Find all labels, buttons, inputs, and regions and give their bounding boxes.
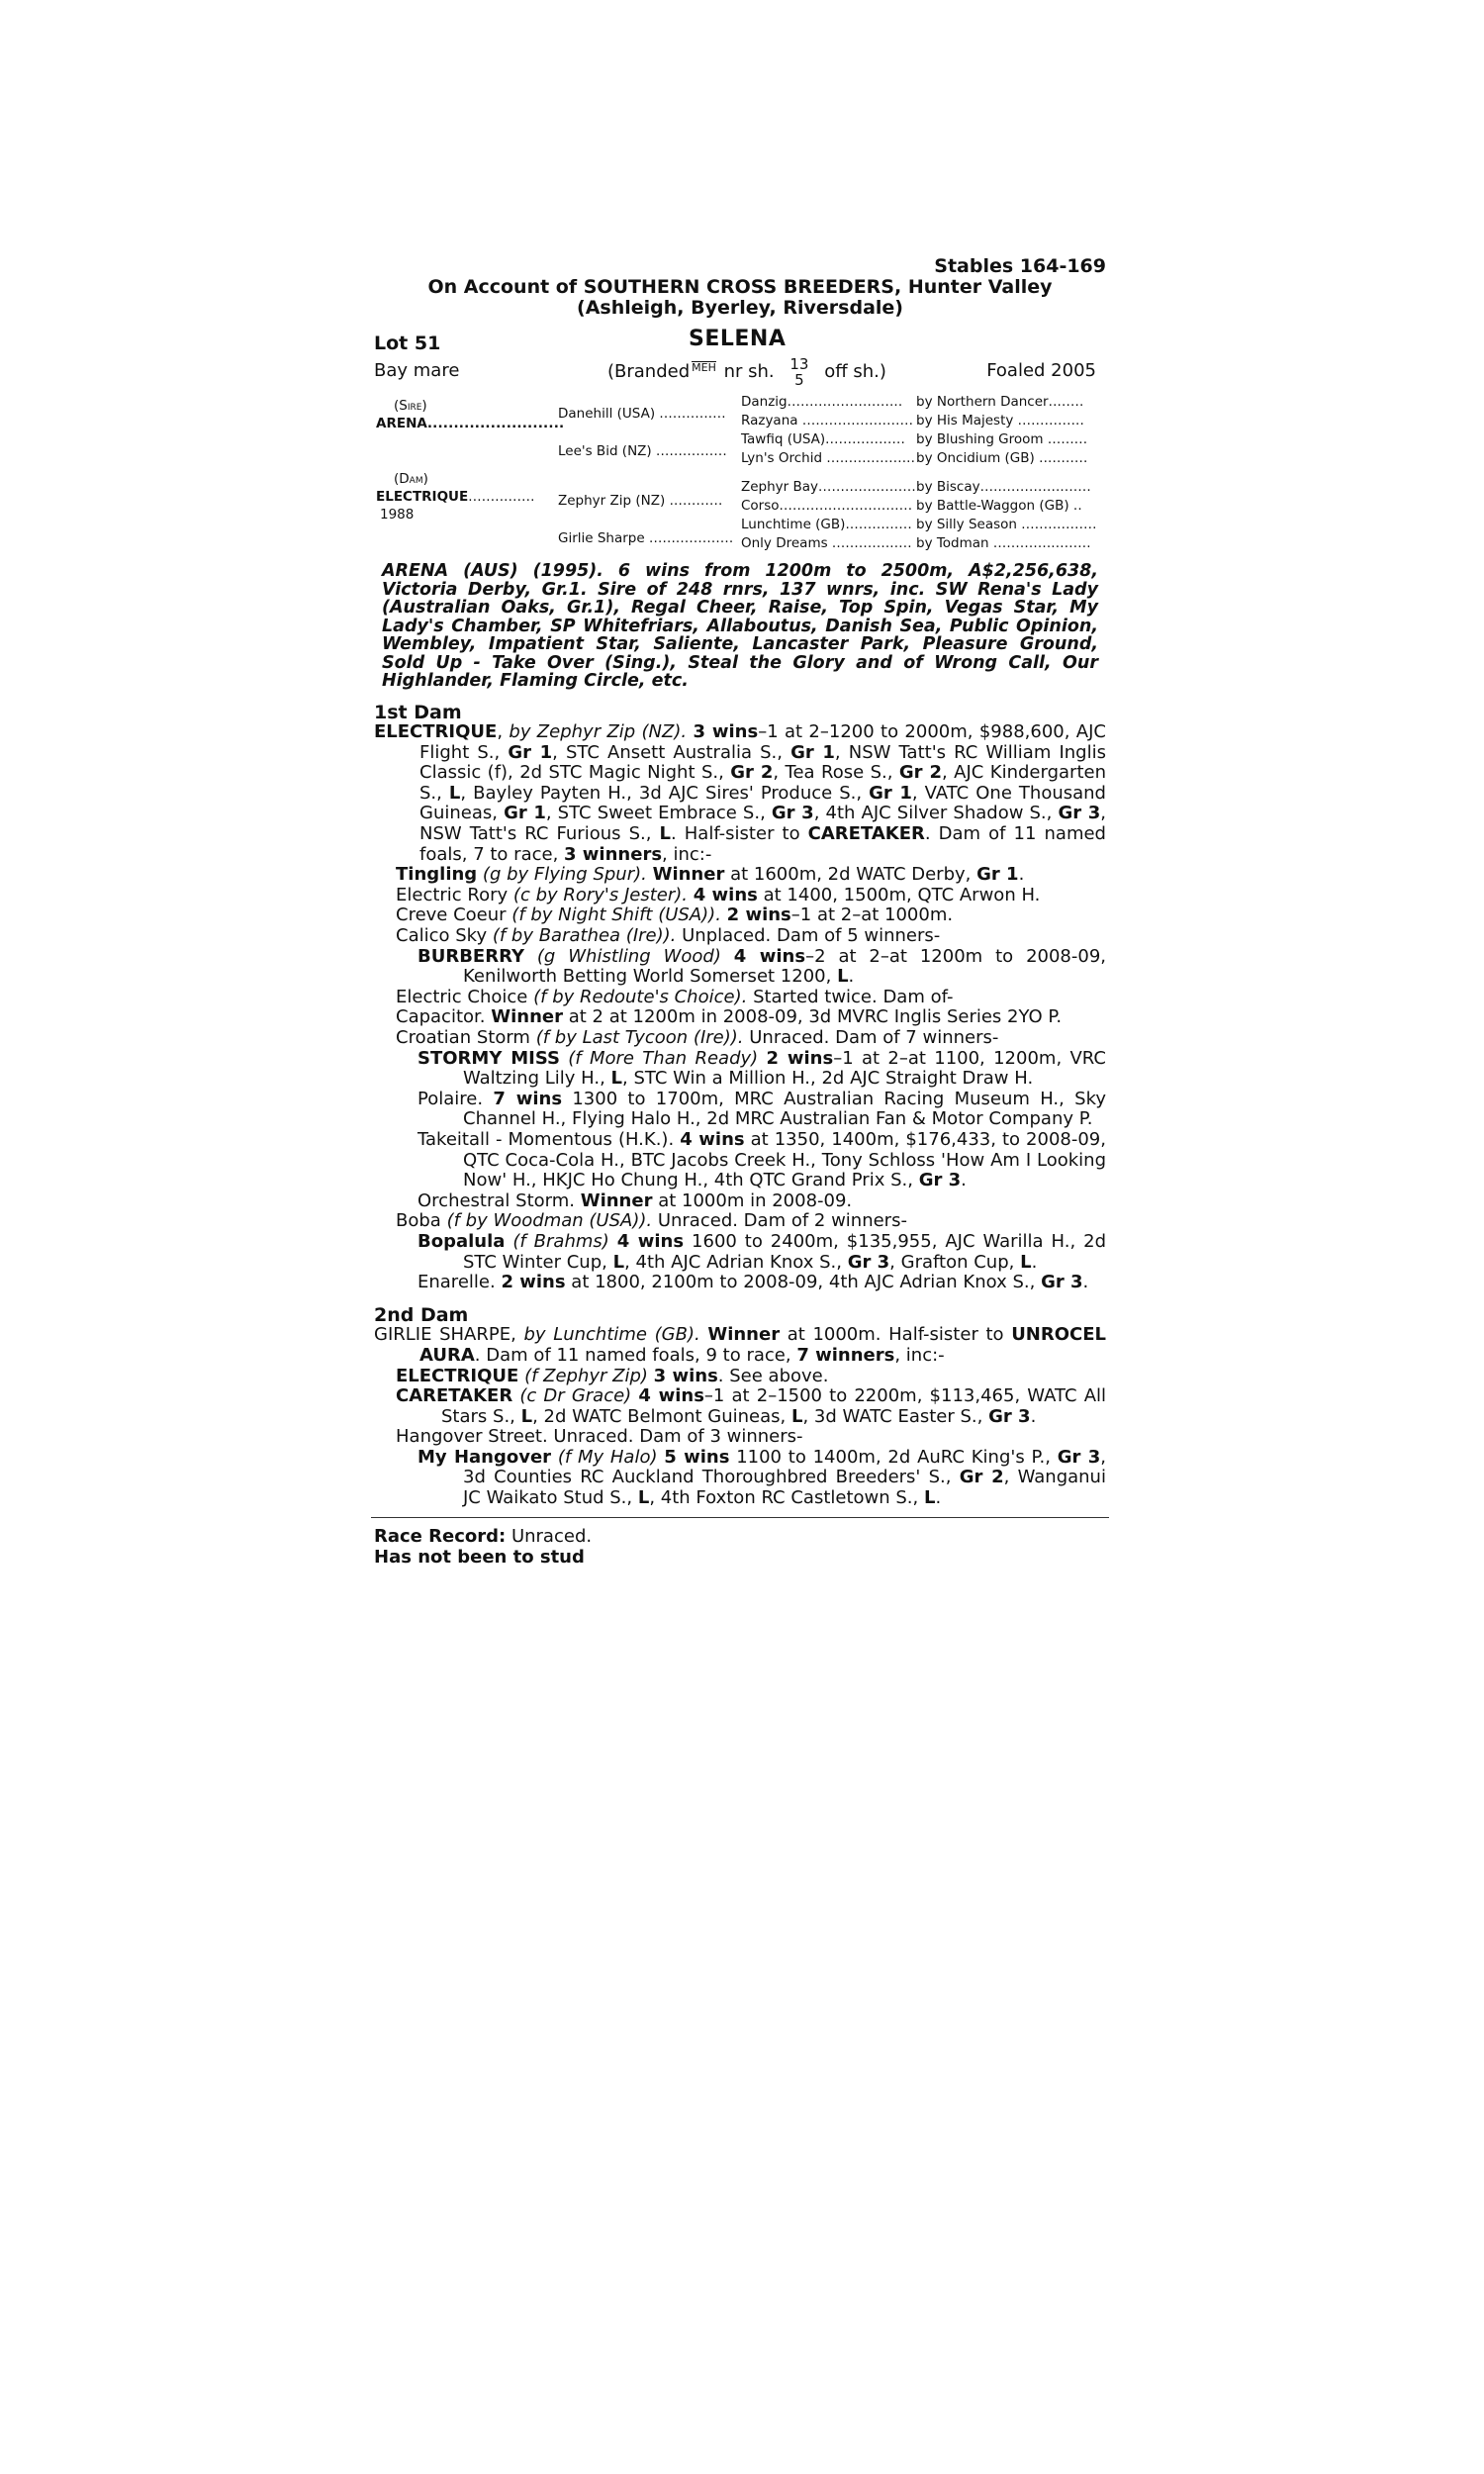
pedigree-gen3: Lunchtime (GB)...............: [741, 517, 912, 532]
sire-summary: ARENA (AUS) (1995). 6 wins from 1200m to 2500m, A$2,256,638, Victoria Derby, Gr.1. Sire of 248 rnrs, 137 wnrs, inc. SW Rena's Lady (Australian Oaks, Gr.1), Regal Cheer, Raise, Top Spin, Vegas Star, My Lady's Chamber, SP Whitefriars, Allaboutus, Danish Sea, Public Opinion, Wembley, Impatient Star, Saliente, Lancaster Park, Pleasure Ground, Sold Up - Take Over (Sing.), Steal the Glory and of Wrong Call, Our Highlander, Flaming Circle, etc.: [382, 561, 1098, 691]
dam-foaled: 1988: [380, 507, 415, 523]
pedigree-gen3: Lyn's Orchid ....................: [741, 450, 916, 466]
pedigree-gen2: Girlie Sharpe ...................: [558, 530, 734, 546]
sire-label: (Sire): [394, 398, 427, 414]
vendor-farms: (Ashleigh, Byerley, Riversdale): [577, 297, 903, 319]
second-dam-heading: 2nd Dam: [374, 1303, 469, 1326]
produce-entry: Tingling (g by Flying Spur). Winner at 1600m, 2d WATC Derby, Gr 1.: [396, 864, 1025, 886]
race-record: Race Record: Unraced.: [374, 1525, 593, 1547]
pedigree-gen4: by His Majesty ...............: [916, 413, 1085, 428]
foaled-year: Foaled 2005: [986, 360, 1096, 381]
pedigree-gen3: Razyana .........................: [741, 413, 914, 428]
pedigree-gen4: by Todman ......................: [916, 535, 1091, 551]
produce-entry: Polaire. 7 wins 1300 to 1700m, MRC Australian Racing Museum H., Sky Channel H., Flying Halo H., 2d MRC Australian Fan & Motor Company P.: [417, 1088, 1107, 1130]
pedigree-table: [374, 394, 1106, 552]
produce-entry: Croatian Storm (f by Last Tycoon (Ire)). Unraced. Dam of 7 winners-: [396, 1027, 999, 1048]
lot-number: Lot 51: [374, 333, 441, 354]
produce-entry: My Hangover (f My Halo) 5 wins 1100 to 1400m, 2d AuRC King's P., Gr 3, 3d Counties RC Auckland Thoroughbred Breeders' S., Gr 2, Wanganui JC Waikato Stud S., L, 4th Foxton RC Castletown S., L.: [417, 1446, 1106, 1509]
divider-line: [371, 1517, 1109, 1518]
first-dam-entry: ELECTRIQUE, by Zephyr Zip (NZ). 3 wins–1 at 2–1200 to 2000m, $988,600, AJC Flight S., Gr 1, STC Ansett Australia S., Gr 1, NSW Tatt's RC William Inglis Classic (f), 2d STC Magic Night S., Gr 2, Tea Rose S., Gr 2, AJC Kindergarten S., L, Bayley Payten H., 3d AJC Sires' Produce S., Gr 1, VATC One Thousand Guineas, Gr 1, STC Sweet Embrace S., Gr 3, 4th AJC Silver Shadow S., Gr 3, NSW Tatt's RC Furious S., L. Half-sister to CARETAKER. Dam of 11 named foals, 7 to race, 3 winners, inc:-: [374, 721, 1107, 865]
produce-entry: Boba (f by Woodman (USA)). Unraced. Dam of 2 winners-: [396, 1210, 907, 1232]
pedigree-gen4: by Blushing Groom .........: [916, 431, 1088, 447]
dam-name: ELECTRIQUE...............: [376, 489, 535, 505]
produce-entry: Creve Coeur (f by Night Shift (USA)). 2 wins–1 at 2–at 1000m.: [396, 904, 954, 926]
produce-entry: Bopalula (f Brahms) 4 wins 1600 to 2400m, $135,955, AJC Warilla H., 2d STC Winter Cup, L, 4th AJC Adrian Knox S., Gr 3, Grafton Cup, L.: [417, 1230, 1107, 1273]
produce-entry: STORMY MISS (f More Than Ready) 2 wins–1 at 2–at 1100, 1200m, VRC Waltzing Lily H., L, STC Win a Million H., 2d AJC Straight Draw H.: [417, 1047, 1106, 1090]
catalogue-page: [374, 255, 1106, 1568]
pedigree-gen3: Only Dreams ..................: [741, 535, 912, 551]
second-dam-entry: GIRLIE SHARPE, by Lunchtime (GB). Winner at 1000m. Half-sister to UNROCEL AURA. Dam of 11 named foals, 9 to race, 7 winners, inc:-: [374, 1324, 1107, 1366]
pedigree-gen2: Zephyr Zip (NZ) ............: [558, 493, 723, 509]
pedigree-gen3: Zephyr Bay......................: [741, 479, 916, 495]
produce-entry: Electric Choice (f by Redoute's Choice). Started twice. Dam of-: [396, 986, 954, 1007]
produce-entry: CARETAKER (c Dr Grace) 4 wins–1 at 2–1500 to 2200m, $113,465, WATC All Stars S., L, 2d WATC Belmont Guineas, L, 3d WATC Easter S., Gr 3.: [396, 1385, 1107, 1427]
produce-entry: BURBERRY (g Whistling Wood) 4 wins–2 at 2–at 1200m to 2008-09, Kenilworth Betting World Somerset 1200, L.: [417, 945, 1106, 988]
vendor-line: On Account of SOUTHERN CROSS BREEDERS, Hunter Valley: [427, 276, 1053, 298]
produce-entry: ELECTRIQUE (f Zephyr Zip) 3 wins. See above.: [396, 1365, 829, 1386]
first-dam-section: [374, 703, 1106, 1293]
stud-status: Has not been to stud: [374, 1546, 585, 1568]
colour-sex: Bay mare: [374, 360, 460, 381]
produce-entry: Electric Rory (c by Rory's Jester). 4 wins at 1400, 1500m, QTC Arwon H.: [396, 884, 1041, 905]
sire-name: ARENA..........................: [376, 416, 565, 431]
pedigree-gen2: Lee's Bid (NZ) ................: [558, 443, 727, 459]
stables-number: Stables 164-169: [934, 255, 1106, 277]
pedigree-gen4: by Oncidium (GB) ...........: [916, 450, 1088, 466]
brand-description: (Branded MEH nr sh. 13 5 off sh.): [607, 355, 886, 389]
pedigree-gen2: Danehill (USA) ...............: [558, 406, 726, 422]
pedigree-gen3: Tawfiq (USA)..................: [741, 431, 906, 447]
brand-row: [374, 352, 1106, 390]
produce-entry: Calico Sky (f by Barathea (Ire)). Unplaced. Dam of 5 winners-: [396, 925, 941, 947]
produce-entry: Takeitall - Momentous (H.K.). 4 wins at 1350, 1400m, $176,433, to 2008-09, QTC Coca-Cola H., BTC Jacobs Creek H., Tony Schloss 'How Am I Looking Now' H., HKJC Ho Chung H., 4th QTC Grand Prix S., Gr 3.: [417, 1128, 1106, 1191]
produce-entry: Orchestral Storm. Winner at 1000m in 2008-09.: [417, 1189, 853, 1211]
produce-entry: Capacitor. Winner at 2 at 1200m in 2008-09, 3d MVRC Inglis Series 2YO P.: [396, 1006, 1063, 1028]
second-dam-section: [374, 1305, 1106, 1509]
pedigree-gen4: by Biscay.........................: [916, 479, 1091, 495]
brand-mark: MEH: [692, 361, 716, 374]
horse-name: SELENA: [689, 327, 787, 351]
produce-entry: Hangover Street. Unraced. Dam of 3 winners-: [396, 1426, 803, 1448]
pedigree-gen4: by Battle-Waggon (GB) ..: [916, 498, 1082, 514]
pedigree-gen3: Danzig..........................: [741, 394, 903, 410]
pedigree-gen3: Corso..............................: [741, 498, 913, 514]
first-dam-heading: 1st Dam: [374, 701, 462, 723]
pedigree-gen4: by Northern Dancer........: [916, 394, 1084, 410]
produce-entry: Enarelle. 2 wins at 1800, 2100m to 2008-09, 4th AJC Adrian Knox S., Gr 3.: [417, 1272, 1089, 1293]
lot-row: [374, 323, 1106, 352]
brand-number: 13 5: [789, 355, 809, 389]
pedigree-gen4: by Silly Season .................: [916, 517, 1097, 532]
dam-label: (Dam): [394, 471, 428, 487]
